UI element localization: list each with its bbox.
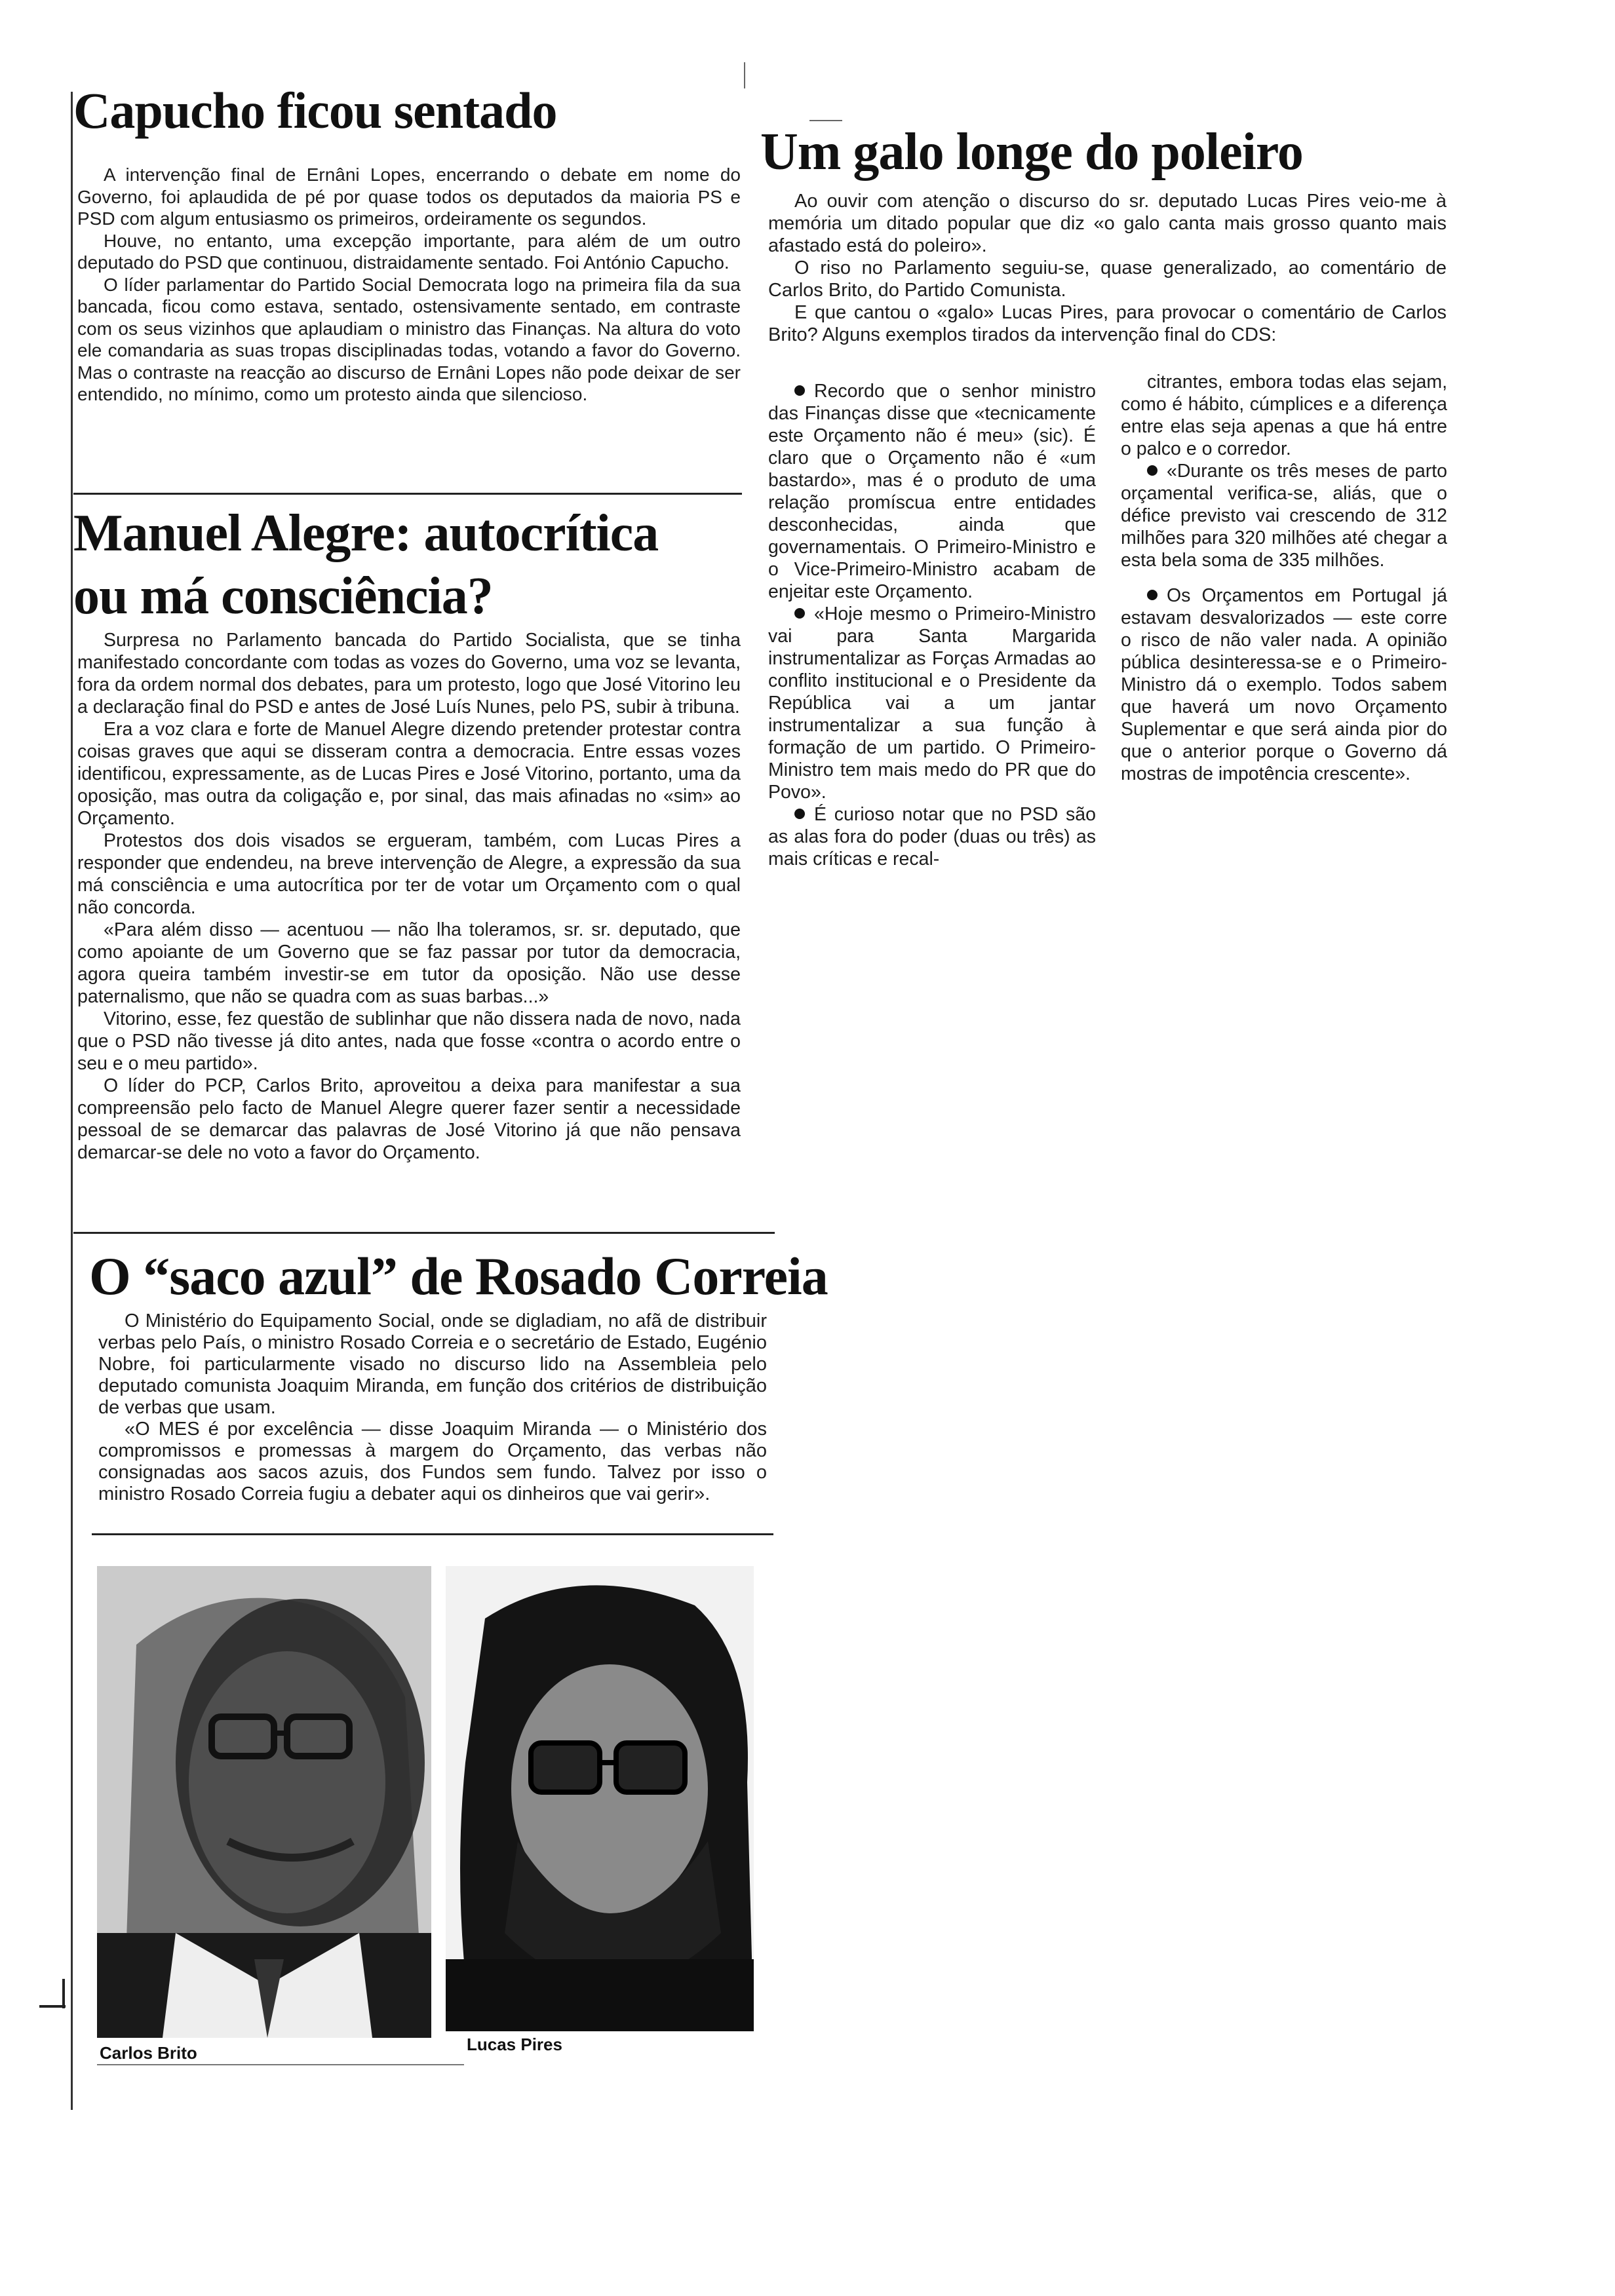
bullet-icon xyxy=(1147,465,1158,476)
section-divider xyxy=(92,1533,773,1535)
article-title-alegre-line1: Manuel Alegre: autocrítica xyxy=(73,505,659,562)
bullet-icon xyxy=(1147,590,1158,600)
paragraph: O Ministério do Equipamento Social, onde se digladiam, no afã de distribuir verbas pelo País, o ministro Rosado Correia e o secretário de Estado, Eugénio Nobre, foi particularmente visado no discurso lido na Assembleia pelo deputado comunista Joaquim Miranda, em função dos critérios de distribuição de verbas que usam. xyxy=(98,1311,767,1418)
bullet-text: Os Orçamentos em Portugal já estavam desvalorizados — este corre o risco de não valer nada. A opinião pública desinteressa-se e o Primeiro-Ministro dá o exemplo. Todos sabem que haverá um novo Orçamento Suplementar e que será ainda pior do que o anterior porque o Governo dá mostras de impotência crescente». xyxy=(1121,585,1447,784)
paragraph: Protestos dos dois visados se ergueram, também, com Lucas Pires a responder que endendeu, na breve intervenção de Alegre, a expressão da sua má consciência e uma autocrítica por ter de votar um Orçamento com o qual não concorda. xyxy=(77,830,741,918)
article-body-alegre xyxy=(77,629,741,1164)
bullet-text: «Hoje mesmo o Primeiro-Ministro vai para Santa Margarida instrumentalizar as Forças Armadas ao conflito institucional e o Presidente da República vai a um jantar instrumentalizar a sua função à formação de um partido. O Primeiro-Ministro tem mais medo do PR que do Povo». xyxy=(768,603,1096,803)
bullet-item xyxy=(768,603,1096,803)
photo-carlos-brito xyxy=(97,1566,431,2038)
article-body-capucho xyxy=(77,164,741,406)
paragraph: Ao ouvir com atenção o discurso do sr. deputado Lucas Pires veio-me à memória um ditado popular que diz «o galo canta mais grosso quanto mais afastado está do poleiro». xyxy=(768,191,1447,256)
portrait-lucas-pires-image xyxy=(446,1566,754,2031)
article-body-saco-azul xyxy=(98,1311,767,1505)
bullet-item xyxy=(768,803,1096,870)
bullet-icon xyxy=(794,385,805,396)
paragraph: O líder parlamentar do Partido Social Democrata logo na primeira fila da sua bancada, ficou como estava, sentado, ostensivamente sentado, em contraste com os seus vizinhos que aplaudiam o ministro das Finanças. Na altura do voto ele comandaria as suas tropas disciplinadas todas, votando a favor do Governo. Mas o contraste na reacção ao discurso de Ernâni Lopes não pode deixar de ser entendido, no mínimo, como um protesto ainda que silencioso. xyxy=(77,274,741,404)
caption-lucas-pires: Lucas Pires xyxy=(467,2035,562,2054)
paragraph: Era a voz clara e forte de Manuel Alegre dizendo pretender protestar contra coisas graves que aqui se disseram contra a democracia. Entre essas vozes identificou, expressamente, as de Lucas Pires e José Vitorino, portanto, uma da oposição, mas outra da coligação e, por sinal, das mais afinadas no «sim» ao Orçamento. xyxy=(77,719,741,829)
paragraph: Houve, no entanto, uma excepção importante, para além de um outro deputado do PSD que continuou, distraidamente sentado. Foi António Capucho. xyxy=(77,230,741,273)
paragraph: O líder do PCP, Carlos Brito, aproveitou a deixa para manifestar a sua compreensão pelo facto de Manuel Alegre querer fazer sentir a necessidade pessoal de se demarcar das palavras de José Vitorino já que não pensava demarcar-se dele no voto a favor do Orçamento. xyxy=(77,1075,741,1163)
bullet-item xyxy=(1121,584,1447,785)
paragraph: A intervenção final de Ernâni Lopes, encerrando o debate em nome do Governo, foi aplaudida de pé por quase todos os deputados da maioria PS e PSD com algum entusiasmo os primeiros, ordeiramente os segundos. xyxy=(77,164,741,229)
paragraph: «O MES é por excelência — disse Joaquim Miranda — o Ministério dos compromissos e promessas à margem do Orçamento, das verbas não consignadas aos sacos azuis, dos Fundos sem fundo. Talvez por isso o ministro Rosado Correia fugiu a debater aqui os dinheiros que vai gerir». xyxy=(98,1419,767,1504)
bullet-text: É curioso notar que no PSD são as alas fora do poder (duas ou três) as mais críticas e recal- xyxy=(768,804,1096,870)
article-column-galo-2 xyxy=(1121,371,1447,785)
caption-underline xyxy=(97,2064,464,2065)
article-title-saco-azul: O “saco azul” de Rosado Correia xyxy=(89,1246,828,1306)
scan-mark xyxy=(39,2005,66,2008)
paragraph: «Para além disso — acentuou — não lha toleramos, sr. sr. deputado, que como apoiante de um Governo que se faz passar por tutor da democracia, agora queira também investir-se em tutor da oposição. Não use desse paternalismo, que não se quadra com as suas barbas...» xyxy=(77,919,741,1007)
bullet-icon xyxy=(794,608,805,619)
article-column-galo-1 xyxy=(768,380,1096,870)
paragraph: Vitorino, esse, fez questão de sublinhar que não dissera nada de novo, nada que o PSD não tivesse já dito antes, nada que fosse «contra o acordo entre o seu e o meu partido». xyxy=(77,1008,741,1074)
paragraph: E que cantou o «galo» Lucas Pires, para provocar o comentário de Carlos Brito? Alguns exemplos tirados da intervenção final do CDS: xyxy=(768,302,1447,345)
left-column-rule xyxy=(71,92,73,2110)
bullet-text: «Durante os três meses de parto orçamental verifica-se, aliás, que o défice previsto vai crescendo de 312 milhões para 320 milhões até chegar a esta bela soma de 335 milhões. xyxy=(1121,461,1447,571)
article-title-alegre-line2: ou má consciência? xyxy=(73,567,493,625)
caption-carlos-brito: Carlos Brito xyxy=(100,2043,197,2063)
article-intro-galo xyxy=(768,190,1447,346)
scan-mark xyxy=(809,120,842,121)
bullet-item xyxy=(1121,460,1447,571)
article-title-capucho: Capucho ficou sentado xyxy=(73,82,557,139)
paragraph: O riso no Parlamento seguiu-se, quase generalizado, ao comentário de Carlos Brito, do Partido Comunista. xyxy=(768,258,1447,301)
bullet-item xyxy=(768,380,1096,603)
bullet-text: Recordo que o senhor ministro das Finanças disse que «tecnicamente este Orçamento não é meu» (sic). É claro que o Orçamento não é «um bastardo», mas é o produto de uma relação promíscua entre entidades desconhecidas, ainda que governamentais. O Primeiro-Ministro e o Vice-Primeiro-Ministro acabam de enjeitar este Orçamento. xyxy=(768,381,1096,602)
scan-mark xyxy=(62,1979,65,2008)
section-divider xyxy=(73,1232,775,1234)
scan-mark xyxy=(744,62,745,88)
article-title-galo: Um galo longe do poleiro xyxy=(760,123,1303,181)
bullet-icon xyxy=(794,809,805,819)
paragraph: Surpresa no Parlamento bancada do Partido Socialista, que se tinha manifestado concordante com todas as vozes do Governo, uma voz se levanta, fora da ordem normal dos debates, para um protesto, logo que José Vitorino leu a declaração final do PSD e antes de José Luís Nunes, pelo PS, subir à tribuna. xyxy=(77,630,741,718)
section-divider xyxy=(73,493,742,495)
portrait-carlos-brito-image xyxy=(97,1566,431,2038)
photo-lucas-pires xyxy=(446,1566,754,2031)
continuation-text: citrantes, embora todas elas sejam, como é hábito, cúmplices e a diferença entre elas seja apenas a que há entre o palco e o corredor. xyxy=(1121,372,1447,459)
